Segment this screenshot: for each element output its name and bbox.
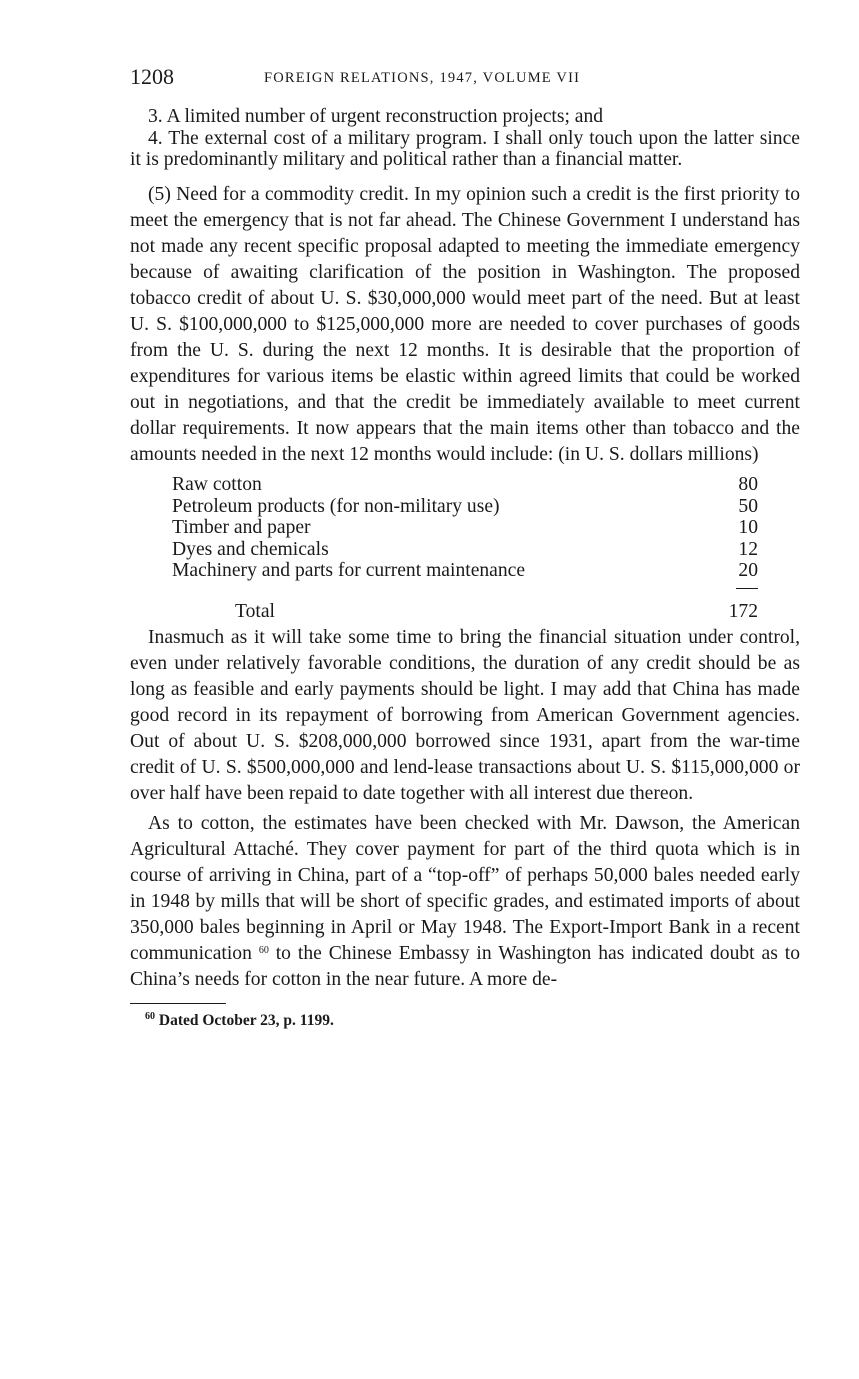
body-text	[130, 106, 800, 993]
table-item: Machinery and parts for current maintenance	[172, 560, 526, 581]
running-head: FOREIGN RELATIONS, 1947, VOLUME VII	[264, 70, 581, 86]
paragraph-commodity-credit: (5) Need for a commodity credit. In my opinion such a credit is the first priority to meet the emergency that is not far ahead. The Chinese Government I understand has not made any recent specific proposal adapted to meeting the immediate emergency because of awaiting clarification of the position in Washington. The proposed tobacco credit of about U. S. $30,000,000 would meet part of the need. But at least U. S. $100,000,000 to $125,000,000 more are needed to cover purchases of goods from the U. S. during the next 12 months. It is desirable that the proportion of expenditures for various items be elastic within agreed limits that could be worked out in negotiations, and that the credit be immediately available to meet current dollar requirements. It now appears that the main items other than tobacco and the amounts needed in the next 12 months would include: (in U. S. dollars millions)	[130, 184, 800, 465]
table-row	[172, 539, 758, 561]
paragraph-cotton	[130, 811, 800, 993]
cotton-text-part-2: to the Chinese Embassy in Washington has indicated doubt as to China’s needs for cotton in the near future. A more de-	[130, 942, 800, 990]
table-row	[172, 496, 758, 518]
table-value: 50	[738, 495, 758, 517]
table-row	[172, 517, 758, 539]
list-item-4: 4. The external cost of a military program. I shall only touch upon the latter since it is predominantly military and political rather than a financial matter.	[130, 128, 800, 170]
table-row	[172, 560, 758, 582]
total-value: 172	[728, 600, 758, 622]
table-item: Timber and paper	[172, 517, 311, 538]
total-label: Total	[235, 600, 275, 622]
table-value: 20	[738, 560, 758, 581]
document-page	[130, 60, 800, 1030]
footnote-text: Dated October 23, p. 1199.	[158, 1011, 334, 1029]
page-number: 1208	[130, 64, 174, 89]
list-item-3: 3. A limited number of urgent reconstruction projects; and	[148, 106, 604, 127]
table-value: 10	[738, 517, 758, 538]
cotton-text-part-1: As to cotton, the estimates have been checked with Mr. Dawson, the American Agricultural Attaché. They cover payment for part of the third quota which is in course of arriving in China, part of a “top-off” of perhaps 50,000 bales needed early in 1948 by mills that will be short of specific grades, and estimated imports of about 350,000 bales beginning in April or May 1948. The Export-Import Bank in a recent communication	[130, 812, 800, 964]
footnote-marker: 60	[145, 1010, 155, 1022]
paragraph-repayment: Inasmuch as it will take some time to bring the financial situation under control, even under relatively favorable conditions, the duration of any credit should be as long as feasible and early payments should be light. I may add that China has made good record in its repayment of borrowing from American Government agencies. Out of about U. S. $208,000,000 borrowed since 1931, apart from the war-time credit of U. S. $500,000,000 and lend-lease transactions about U. S. $115,000,000 or over half have been repaid to date together with all interest due thereon.	[130, 626, 800, 804]
table-item: Dyes and chemicals	[172, 538, 329, 560]
total-rule	[736, 588, 758, 599]
table-row	[172, 474, 758, 496]
table-total-row	[172, 599, 758, 625]
table-item: Raw cotton	[172, 474, 262, 495]
footnote-rule	[130, 1003, 226, 1004]
table-item: Petroleum products (for non-military use)	[172, 495, 500, 517]
page-header	[130, 60, 800, 92]
footnote	[130, 1012, 800, 1030]
table-value: 12	[738, 538, 758, 560]
table-value: 80	[738, 474, 758, 495]
footnote-reference: 60	[258, 944, 269, 956]
commodity-table	[172, 474, 758, 625]
paragraph-gap	[130, 170, 800, 182]
